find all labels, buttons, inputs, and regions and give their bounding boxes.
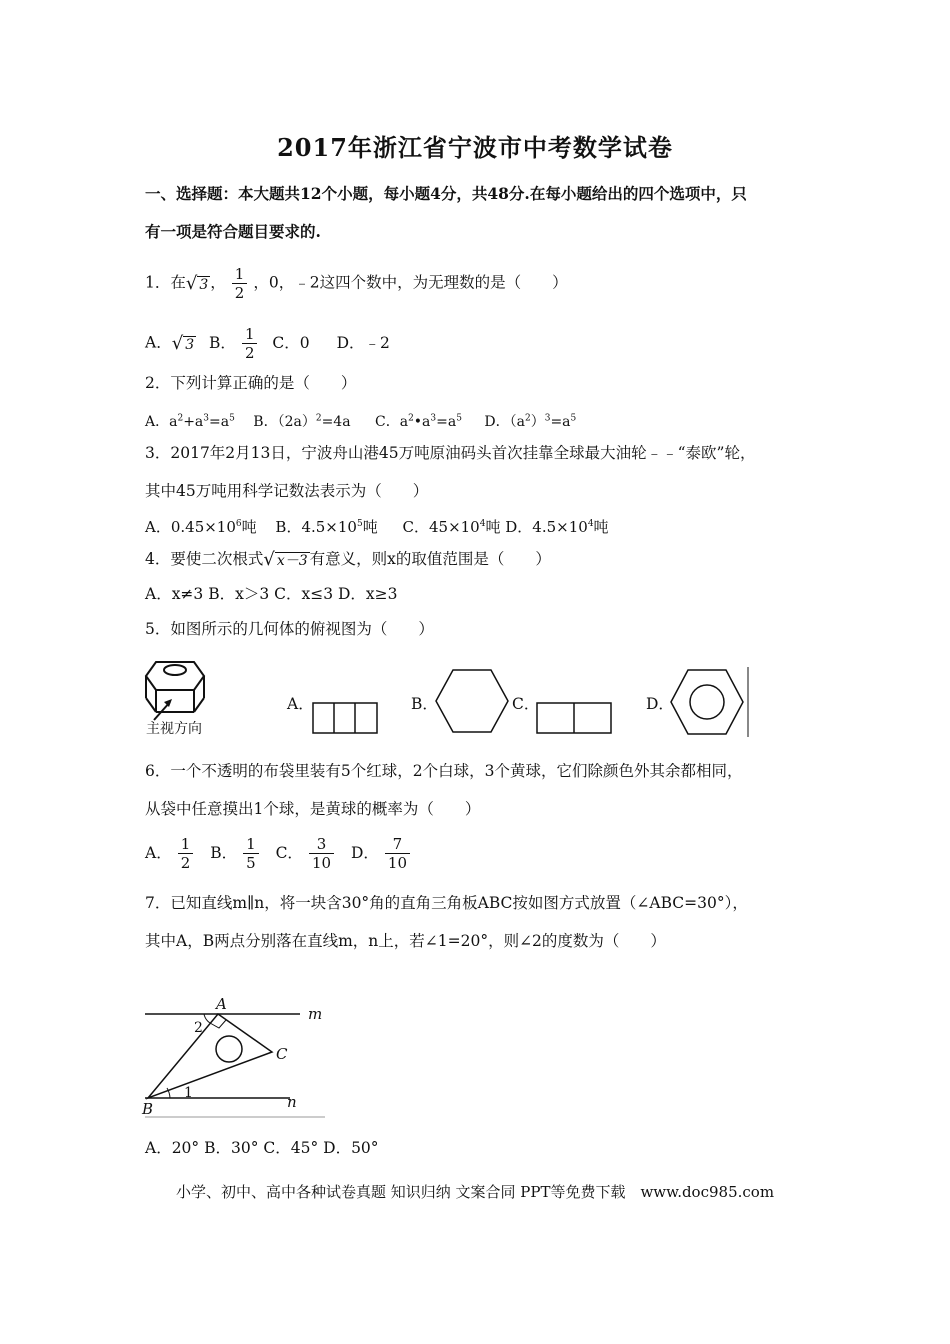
q5-option-c-label: C．	[512, 695, 540, 713]
label-point-C: C	[276, 1045, 288, 1063]
label-angle-2: 2	[194, 1020, 203, 1036]
q1-option-a-sqrt: √ 3	[171, 332, 195, 354]
fraction-one-half: $\frac{1}{2}$	[232, 266, 248, 301]
page-title: 2017年浙江省宁波市中考数学试卷	[277, 133, 673, 162]
question-1-stem: 1．在 √ 3 ， $\frac{1}{2}$ ，0，﹣2这四个数中，为无理数的是（ ）	[145, 265, 568, 302]
question-7-options: A．20° B．30° C．45° D．50°	[145, 1139, 379, 1157]
q2-option-d: D．$(a^2)^3=a^5$	[484, 413, 577, 430]
section-header-line2: 有一项是符合题目要求的.	[145, 222, 321, 241]
q1-option-d: D．﹣2	[336, 333, 390, 352]
q1-option-c: C．0	[272, 333, 310, 352]
q5-option-d-hexagon-with-circle	[668, 665, 753, 739]
label-point-B: B	[142, 1100, 154, 1118]
q3-option-d: D．$4.5\times 10^4$吨	[505, 518, 609, 536]
q2-option-a: A．$a^2+a^3=a^5$	[145, 413, 235, 430]
q1-option-b: B．	[209, 333, 236, 352]
question-6-stem-line1: 6．一个不透明的布袋里装有5个红球，2个白球，3个黄球，它们除颜色外其余都相同，	[145, 762, 743, 780]
question-3-stem-line1: 3．2017年2月13日，宁波舟山港45万吨原油码头首次挂靠全球最大油轮﹣﹣“泰欧”轮，	[145, 444, 756, 462]
sqrt-x-minus-3: √ x－3	[263, 549, 308, 570]
label-angle-1: 1	[184, 1085, 193, 1101]
question-3-stem-line2: 其中45万吨用科学记数法表示为（ ）	[145, 482, 429, 500]
q1-option-a: A．	[145, 333, 172, 352]
question-7-stem-line1: 7．已知直线m∥n，将一块含30°角的直角三角板ABC按如图方式放置（∠ABC=30°），	[145, 894, 748, 912]
q5-option-c-two-rectangles	[536, 702, 616, 736]
question-6-options	[145, 836, 416, 871]
question-2-options	[145, 408, 576, 432]
q2-option-c: C．$a^2•a^3=a^5$	[375, 413, 462, 430]
label-line-m: m	[308, 1005, 323, 1023]
question-7-stem-line2: 其中A，B两点分别落在直线m，n上，若∠1=20°，则∠2的度数为（ ）	[145, 932, 666, 950]
q6-option-a: A． $\frac{1}{2}$	[145, 844, 199, 862]
sqrt-3: √ 3	[185, 272, 209, 294]
q2-option-b: B．$(2a)^2=4a$	[253, 413, 351, 430]
q5-option-a-label: A．	[287, 695, 314, 713]
q3-option-a: A．$0.45\times 10^6$吨	[145, 518, 257, 536]
front-view-direction-label: 主视方向	[146, 721, 202, 737]
footer-text: 小学、初中、高中各种试卷真题 知识归纳 文案合同 PPT等免费下载 www.doc985.com	[175, 1183, 775, 1201]
question-5-stem: 5．如图所示的几何体的俯视图为（ ）	[145, 620, 434, 638]
question-4-options: A．x≠3 B．x＞3 C．x≤3 D．x≥3	[145, 585, 398, 603]
question-6-stem-line2: 从袋中任意摸出1个球，是黄球的概率为（ ）	[145, 800, 481, 818]
q6-option-d: D． $\frac{7}{10}$	[351, 844, 416, 862]
q5-option-d-label: D．	[646, 695, 674, 713]
q1-option-b-fraction: $\frac{1}{2}$	[242, 326, 258, 361]
q6-option-c: C． $\frac{3}{10}$	[276, 844, 340, 862]
label-line-n: n	[287, 1093, 297, 1111]
q5-option-a-three-rectangles	[312, 702, 382, 736]
label-point-A: A	[216, 995, 227, 1013]
parallel-lines-triangle-figure	[140, 995, 340, 1120]
question-4-stem: 4．要使二次根式 √ x－3 有意义，则x的取值范围是（ ）	[145, 549, 551, 570]
q6-option-b: B． $\frac{1}{5}$	[210, 844, 264, 862]
section-header-line1: 一、选择题：本大题共12个小题，每小题4分，共48分.在每小题给出的四个选项中，只	[145, 184, 747, 203]
q5-option-b-label: B．	[411, 695, 438, 713]
question-1-options	[145, 326, 390, 361]
q5-option-b-hexagon	[432, 667, 512, 737]
question-3-options	[145, 514, 609, 537]
q3-option-b: B．$4.5\times 10^5$吨	[275, 518, 378, 536]
q3-option-c: C．$45\times 10^4$吨	[402, 518, 501, 536]
question-2-stem: 2．下列计算正确的是（ ）	[145, 374, 357, 392]
